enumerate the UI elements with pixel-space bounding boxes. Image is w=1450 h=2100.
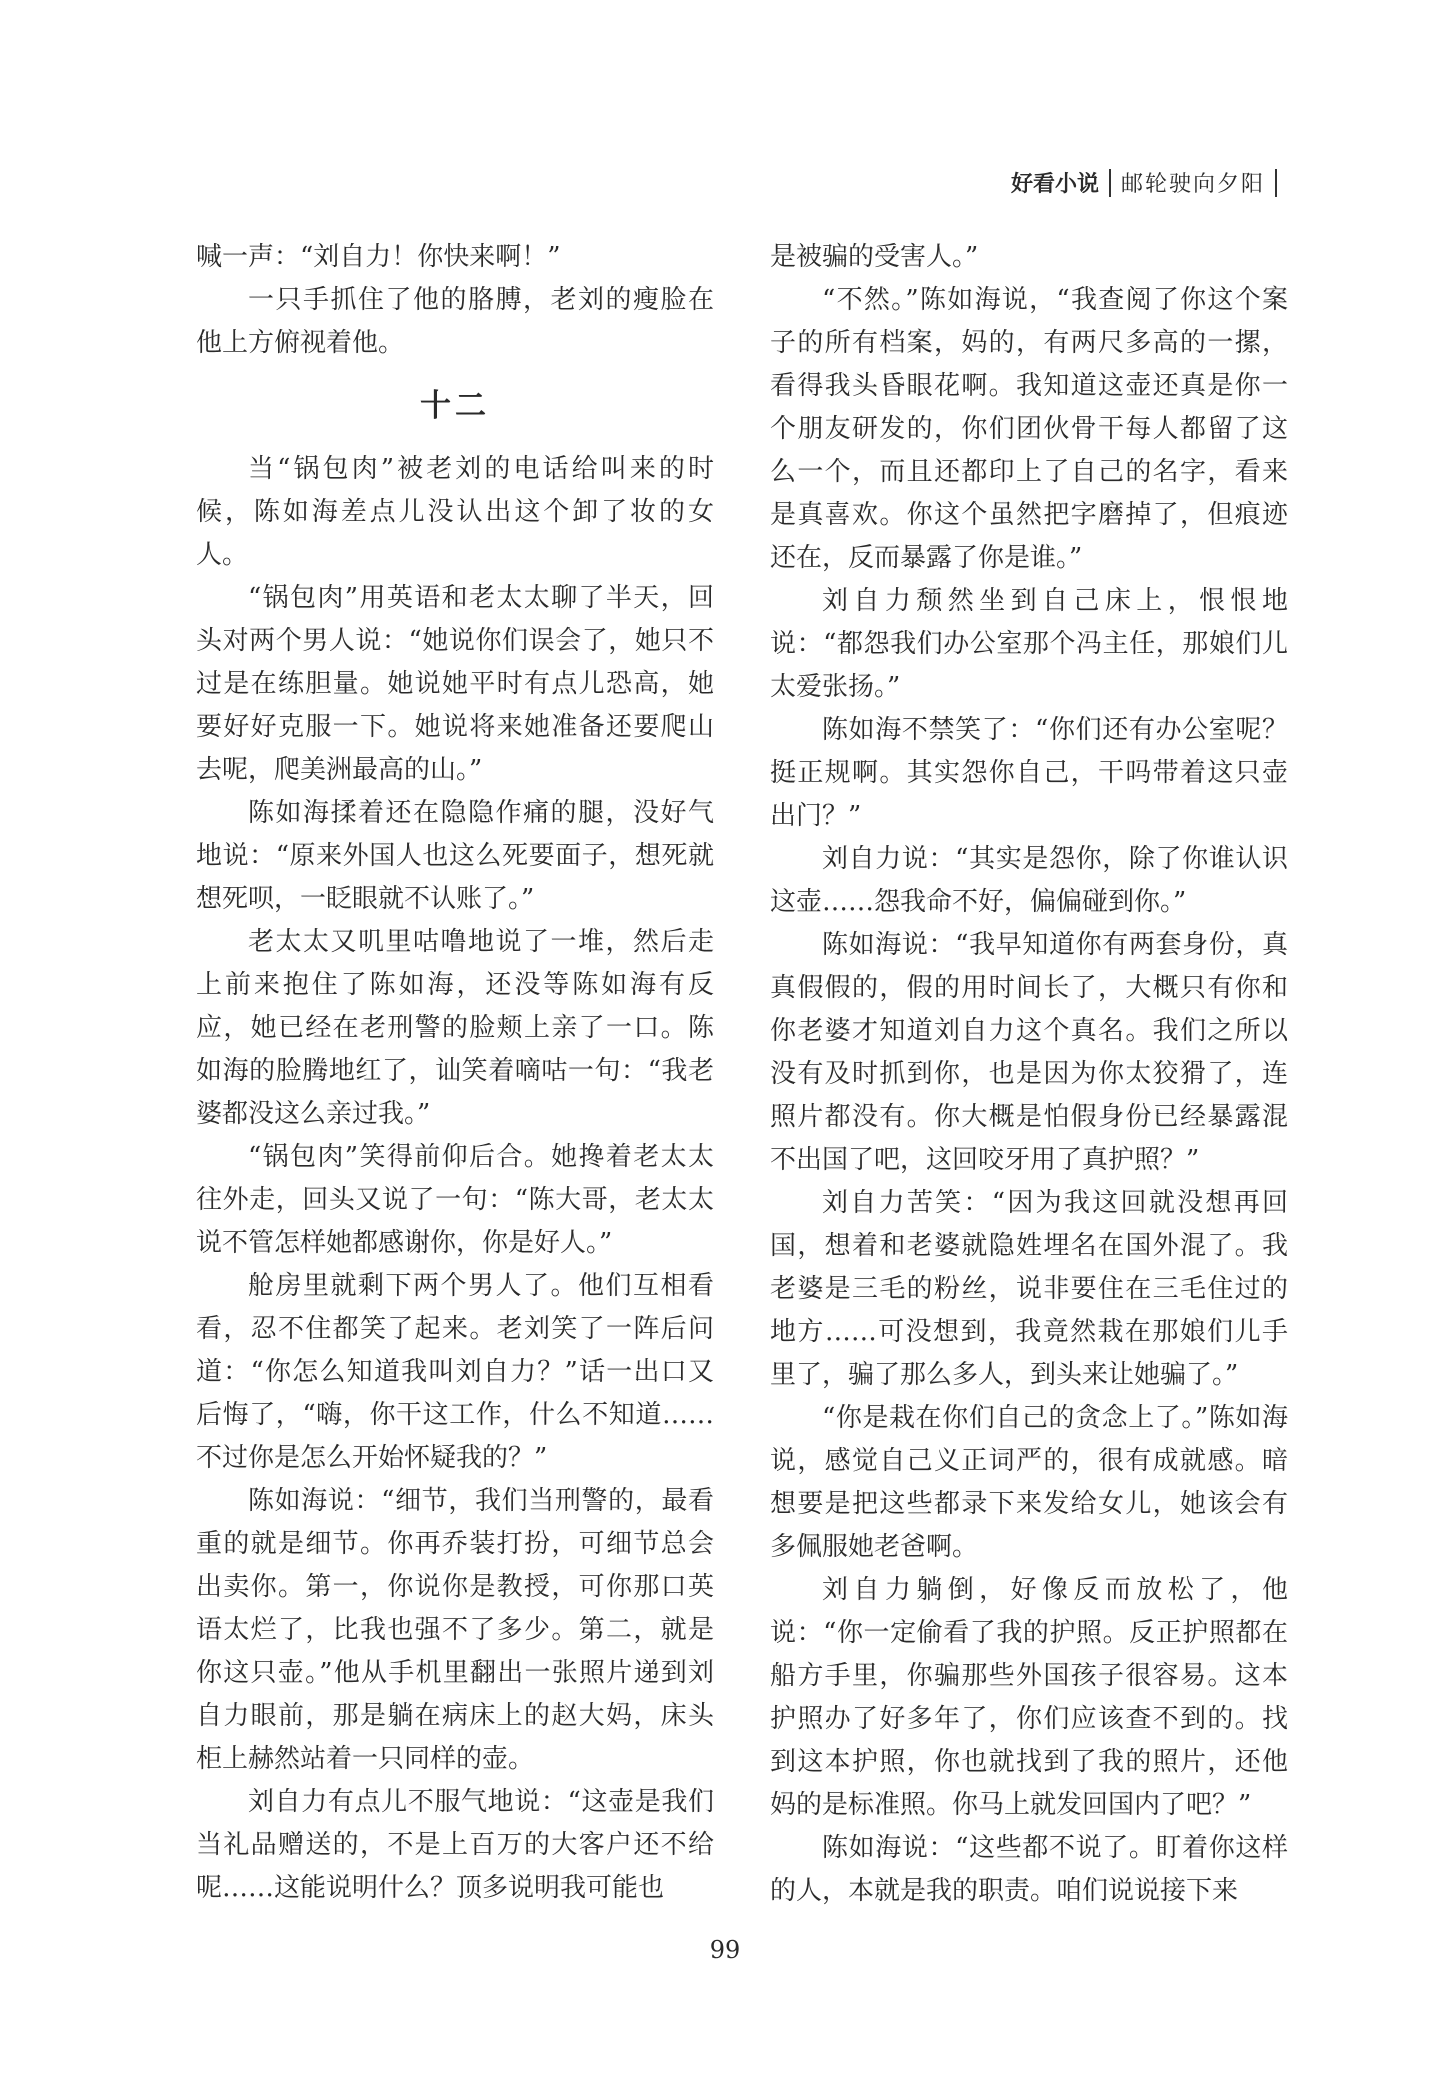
paragraph: 陈如海说：“这些都不说了。盯着你这样的人，本就是我的职责。咱们说说接下来 (770, 1833, 1288, 1906)
paragraph: 刘自力说：“其实是怨你，除了你谁认识这壶……怨我命不好，偏偏碰到你。” (770, 844, 1288, 917)
page-number: 99 (709, 1936, 741, 1964)
paragraph: “不然。”陈如海说，“我查阅了你这个案子的所有档案，妈的，有两尺多高的一摞，看得我头昏眼花啊。我知道这壶还真是你一个朋友研发的，你们团伙骨干每人都留了这么一个，而且还都印上了自己的名字，看来是真喜欢。你这个虽然把字磨掉了，但痕迹还在，反而暴露了你是谁。” (770, 285, 1288, 573)
paragraph-continued: 是被骗的受害人。” (770, 242, 979, 272)
left-column (196, 236, 714, 1910)
paragraph: 陈如海不禁笑了：“你们还有办公室呢？挺正规啊。其实怨你自己，干吗带着这只壶出门？” (770, 715, 1288, 831)
header-divider (1109, 169, 1111, 197)
magazine-section-title: 好看小说 (1010, 172, 1099, 197)
paragraph: “锅包肉”用英语和老太太聊了半天，回头对两个男人说：“她说你们误会了，她只不过是在练胆量。她说她平时有点儿恐高，她要好好克服一下。她说将来她准备还要爬山去呢，爬美洲最高的山。” (196, 583, 714, 785)
paragraph: 舱房里就剩下两个男人了。他们互相看看，忍不住都笑了起来。老刘笑了一阵后问道：“你怎么知道我叫刘自力？”话一出口又后悔了，“嗨，你干这工作，什么不知道……不过你是怎么开始怀疑我的？” (196, 1271, 714, 1473)
paragraph: 刘自力躺倒，好像反而放松了，他说：“你一定偷看了我的护照。反正护照都在船方手里，你骗那些外国孩子很容易。这本护照办了好多年了，你们应该查不到的。找到这本护照，你也就找到了我的照片，还他妈的是标准照。你马上就发回国内了吧？” (770, 1575, 1288, 1820)
header-divider-end (1275, 169, 1277, 197)
paragraph: “锅包肉”笑得前仰后合。她搀着老太太往外走，回头又说了一句：“陈大哥，老太太说不管怎样她都感谢你，你是好人。” (196, 1142, 714, 1258)
paragraph: 刘自力有点儿不服气地说：“这壶是我们当礼品赠送的，不是上百万的大客户还不给呢……这能说明什么？顶多说明我可能也 (196, 1787, 714, 1903)
paragraph: 陈如海说：“我早知道你有两套身份，真真假假的，假的用时间长了，大概只有你和你老婆才知道刘自力这个真名。我们之所以没有及时抓到你，也是因为你太狡猾了，连照片都没有。你大概是怕假身份已经暴露混不出国了吧，这回咬牙用了真护照？” (770, 930, 1288, 1175)
paragraph: 喊一声：“刘自力！你快来啊！” (196, 242, 561, 272)
paragraph: 陈如海说：“细节，我们当刑警的，最看重的就是细节。你再乔装打扮，可细节总会出卖你。第一，你说你是教授，可你那口英语太烂了，比我也强不了多少。第二，就是你这只壶。”他从手机里翻出一张照片递到刘自力眼前，那是躺在病床上的赵大妈，床头柜上赫然站着一只同样的壶。 (196, 1486, 714, 1774)
paragraph: 陈如海揉着还在隐隐作痛的腿，没好气地说：“原来外国人也这么死要面子，想死就想死呗，一眨眼就不认账了。” (196, 798, 714, 914)
story-title: 邮轮驶向夕阳 (1120, 172, 1265, 197)
paragraph: “你是栽在你们自己的贪念上了。”陈如海说，感觉自己义正词严的，很有成就感。暗想要是把这些都录下来发给女儿，她该会有多佩服她老爸啊。 (770, 1403, 1288, 1562)
right-column (770, 236, 1288, 1913)
paragraph: 当“锅包肉”被老刘的电话给叫来的时候，陈如海差点儿没认出这个卸了妆的女人。 (196, 454, 714, 570)
paragraph: 老太太又叽里咕噜地说了一堆，然后走上前来抱住了陈如海，还没等陈如海有反应，她已经在老刑警的脸颊上亲了一口。陈如海的脸腾地红了，讪笑着嘀咕一句：“我老婆都没这么亲过我。” (196, 927, 714, 1129)
paragraph: 刘自力苦笑：“因为我这回就没想再回国，想着和老婆就隐姓埋名在国外混了。我老婆是三毛的粉丝，说非要住在三毛住过的地方……可没想到，我竟然栽在那娘们儿手里了，骗了那么多人，到头来让她骗了。” (770, 1188, 1288, 1390)
paragraph: 一只手抓住了他的胳膊，老刘的瘦脸在他上方俯视着他。 (196, 285, 714, 358)
running-header (1011, 167, 1287, 198)
paragraph: 刘自力颓然坐到自己床上，恨恨地说：“都怨我们办公室那个冯主任，那娘们儿太爱张扬。” (770, 586, 1288, 702)
section-heading: 十二 (420, 388, 490, 424)
